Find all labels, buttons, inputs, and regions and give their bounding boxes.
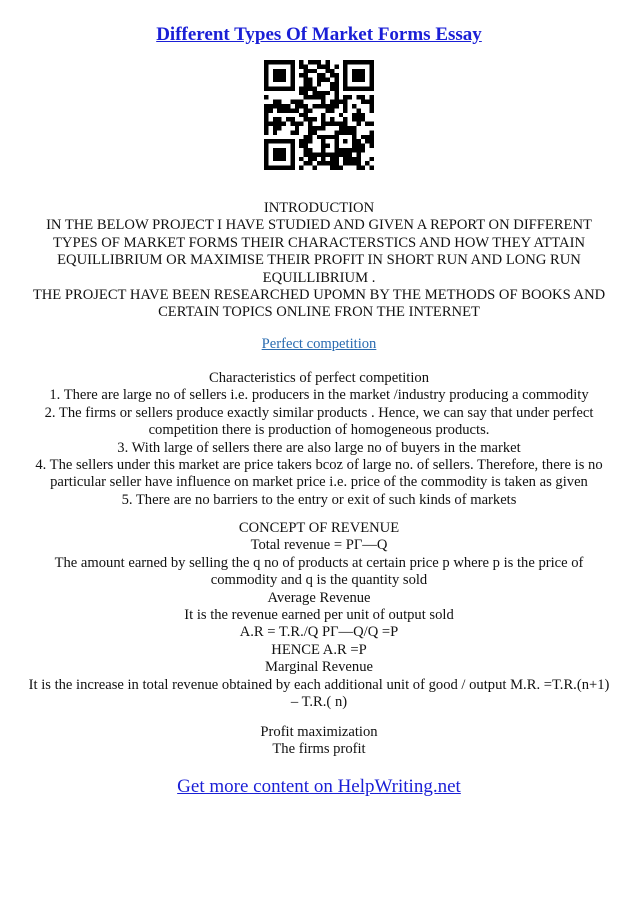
revenue-line: It is the revenue earned per unit of output sold <box>184 607 454 624</box>
profit-line: The firms profit <box>272 741 366 758</box>
profit-section <box>0 724 638 759</box>
characteristic-line: competition there is production of homogeneous products. <box>148 422 490 439</box>
introduction-heading: INTRODUCTION <box>263 200 375 216</box>
intro-line: EQUILLIBRIUM OR MAXIMISE THEIR PROFIT IN SHORT RUN AND LONG RUN <box>57 252 581 269</box>
revenue-line: Average Revenue <box>267 589 371 606</box>
qr-code-image <box>264 60 374 170</box>
revenue-line: The amount earned by selling the q no of products at certain price p where p is the price of <box>54 554 584 571</box>
intro-line: EQUILLIBRIUM . <box>262 269 376 286</box>
revenue-line: – T.R.( n) <box>290 694 348 711</box>
revenue-line: HENCE A.R =P <box>271 641 367 658</box>
characteristic-line: 3. With large of sellers there are also large no of buyers in the market <box>117 439 521 456</box>
document-title[interactable]: Different Types Of Market Forms Essay <box>156 24 482 45</box>
introduction-section <box>0 200 638 322</box>
characteristics-heading: Characteristics of perfect competition <box>208 370 430 386</box>
characteristic-line: particular seller have influence on market price i.e. price of the commodity is taken as given <box>50 474 588 491</box>
intro-line: IN THE BELOW PROJECT I HAVE STUDIED AND GIVEN A REPORT ON DIFFERENT <box>46 217 592 234</box>
revenue-section <box>0 520 638 711</box>
perfect-competition-link[interactable]: Perfect competition <box>261 336 377 352</box>
characteristic-line: 2. The firms or sellers produce exactly similar products . Hence, we can say that under perfect <box>44 404 594 421</box>
profit-line: Profit maximization <box>260 724 378 740</box>
characteristic-line: 5. There are no barriers to the entry or exit of such kinds of markets <box>121 491 517 508</box>
intro-line: CERTAIN TOPICS ONLINE FRON THE INTERNET <box>158 304 480 321</box>
characteristic-line: 4. The sellers under this market are price takers bcoz of large no. of sellers. Therefore, there is no <box>35 457 603 474</box>
revenue-line: Marginal Revenue <box>265 659 373 676</box>
revenue-line: Total revenue = PΓ—Q <box>250 537 388 554</box>
helpwriting-footer-link[interactable]: Get more content on HelpWriting.net <box>177 776 461 797</box>
revenue-line: commodity and q is the quantity sold <box>210 572 428 589</box>
intro-line: TYPES OF MARKET FORMS THEIR CHARACTERSTICS AND HOW THEY ATTAIN <box>53 234 585 251</box>
revenue-line: It is the increase in total revenue obtained by each additional unit of good / output M.R. =T.R.(n+1) <box>28 676 610 693</box>
revenue-line: A.R = T.R./Q PΓ—Q/Q =P <box>239 624 399 641</box>
perfect-competition-link-wrap <box>0 336 638 353</box>
characteristic-line: 1. There are large no of sellers i.e. producers in the market /industry producing a commodity <box>49 387 589 404</box>
revenue-line: CONCEPT OF REVENUE <box>238 520 400 536</box>
intro-line: THE PROJECT HAVE BEEN RESEARCHED UPOMN BY THE METHODS OF BOOKS AND <box>32 287 606 304</box>
characteristics-section <box>0 370 638 509</box>
